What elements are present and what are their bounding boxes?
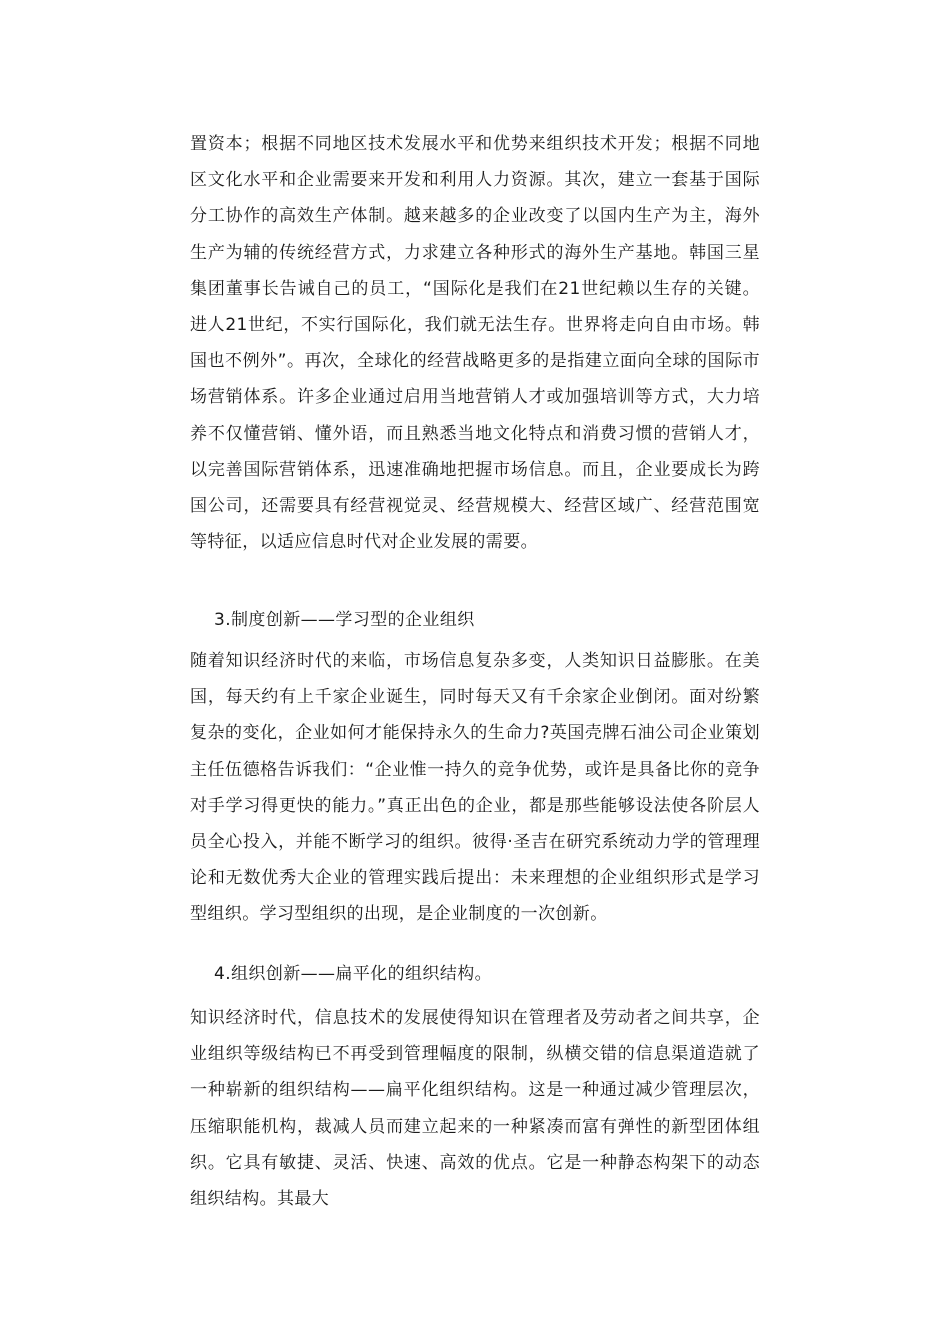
body-paragraph: 置资本；根据不同地区技术发展水平和优势来组织技术开发；根据不同地区文化水平和企业需要来开发和利用人力资源。其次，建立一套基于国际分工协作的高效生产体制。越来越多的企业改变了以国内生产为主，海外生产为辅的传统经营方式，力求建立各种形式的海外生产基地。韩国三星集团董事长告诫自己的员工，“国际化是我们在21世纪赖以生存的关键。进人21世纪，不实行国际化，我们就无法生存。世界将走向自由市场。韩国也不例外”。再次，全球化的经营战略更多的是指建立面向全球的国际市场营销体系。许多企业通过启用当地营销人才或加强培训等方式，大力培养不仅懂营销、懂外语，而且熟悉当地文化特点和消费习惯的营销人才，以完善国际营销体系，迅速准确地把握市场信息。而且，企业要成长为跨国公司，还需要具有经营视觉灵、经营规模大、经营区域广、经营范围宽等特征，以适应信息时代对企业发展的需要。	[190, 134, 760, 553]
section-heading: 4.组织创新——扁平化的组织结构。	[214, 964, 493, 984]
body-paragraph: 随着知识经济时代的来临，市场信息复杂多变，人类知识日益膨胀。在美国，每天约有上千家企业诞生，同时每天又有千余家企业倒闭。面对纷繁复杂的变化，企业如何才能保持永久的生命力?英国壳牌石油公司企业策划主任伍德格告诉我们：“企业惟一持久的竞争优势，或许是具备比你的竞争对手学习得更快的能力。”真正出色的企业，都是那些能够设法使各阶层人员全心投入，并能不断学习的组织。彼得·圣吉在研究系统动力学的管理理论和无数优秀大企业的管理实践后提出：未来理想的企业组织形式是学习型组织。学习型组织的出现，是企业制度的一次创新。	[190, 651, 760, 925]
body-paragraph: 知识经济时代，信息技术的发展使得知识在管理者及劳动者之间共享，企业组织等级结构已不再受到管理幅度的限制，纵横交错的信息渠道造就了一种崭新的组织结构——扁平化组织结构。这是一种通过减少管理层次，压缩职能机构，裁减人员而建立起来的一种紧凑而富有弹性的新型团体组织。它具有敏捷、灵活、快速、高效的优点。它是一种静态构架下的动态组织结构。其最大	[190, 1008, 760, 1210]
section-heading: 3.制度创新——学习型的企业组织	[214, 610, 475, 630]
